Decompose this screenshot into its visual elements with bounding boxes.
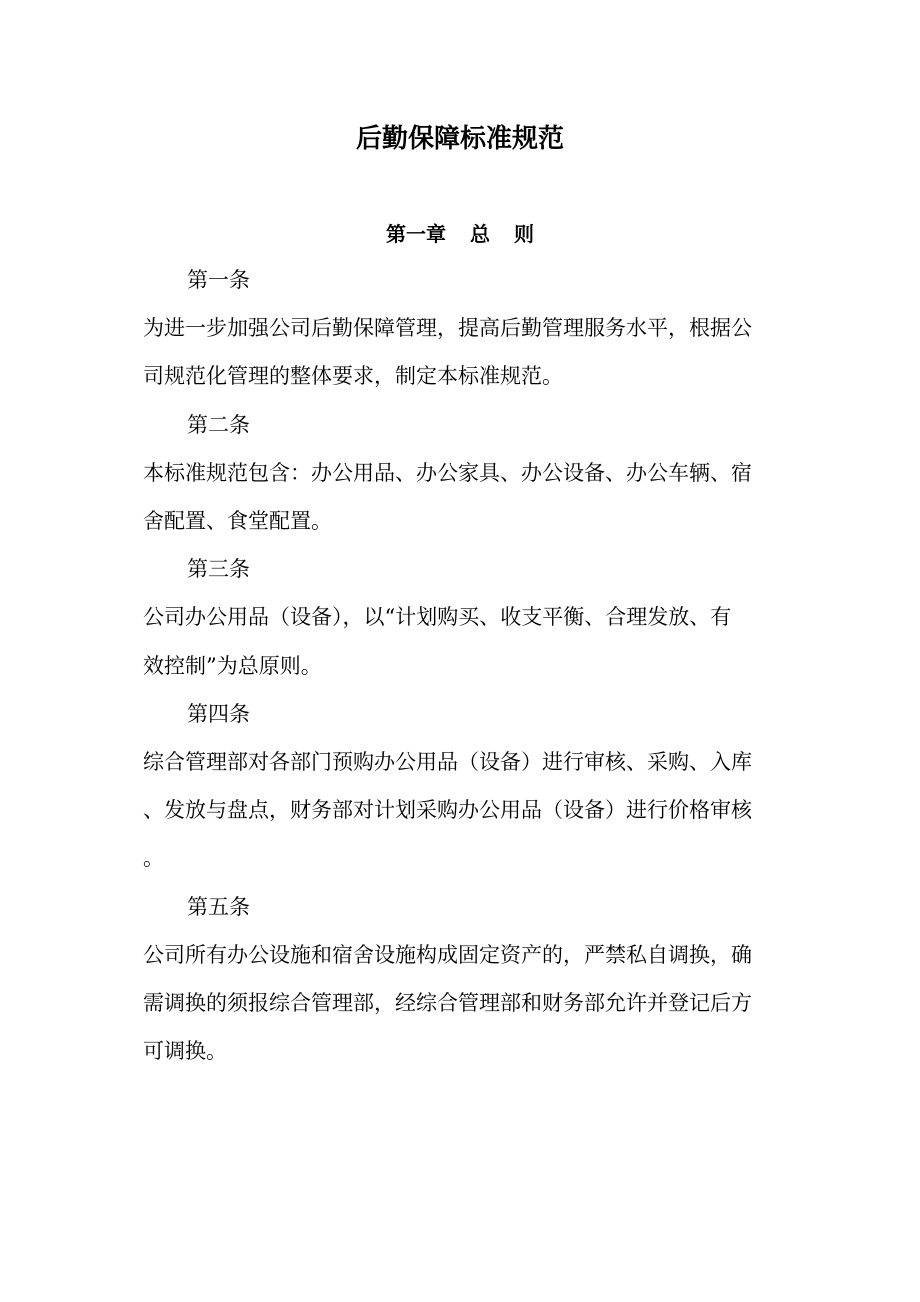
paragraph-line: 、发放与盘点，财务部对计划采购办公用品（设备）进行价格审核 (143, 798, 752, 823)
chapter-heading (0, 218, 920, 247)
article-heading: 第五条 (187, 894, 250, 919)
paragraph-line: 司规范化管理的整体要求，制定本标准规范。 (143, 364, 563, 389)
document-body (143, 256, 783, 1075)
paragraph-line: 需调换的须报综合管理部，经综合管理部和财务部允许并登记后方 (143, 991, 752, 1016)
article-heading: 第一条 (187, 268, 250, 292)
paragraph-line: 舍配置、食堂配置。 (143, 509, 332, 534)
article-2 (143, 401, 783, 546)
paragraph-line: 公司办公用品（设备），以“计划购买、收支平衡、合理发放、有 (143, 605, 732, 630)
chapter-word: 则 (514, 222, 534, 246)
article-3 (143, 545, 783, 690)
article-heading: 第四条 (187, 701, 250, 726)
paragraph-line: 公司所有办公设施和宿舍设施构成固定资产的，严禁私自调换，确 (143, 942, 752, 967)
chapter-word: 总 (470, 222, 490, 246)
paragraph-line: 效控制”为总原则。 (143, 653, 322, 678)
article-1 (143, 256, 783, 401)
paragraph-line: 综合管理部对各部门预购办公用品（设备）进行审核、采购、入库 (143, 750, 752, 775)
article-heading: 第二条 (187, 412, 250, 437)
paragraph-line: 本标准规范包含：办公用品、办公家具、办公设备、办公车辆、宿 (143, 460, 752, 485)
article-heading: 第三条 (187, 557, 250, 582)
article-5 (143, 883, 783, 1076)
paragraph-line: 可调换。 (143, 1039, 227, 1064)
paragraph-line: 。 (143, 846, 164, 871)
paragraph-line: 为进一步加强公司后勤保障管理，提高后勤管理服务水平，根据公 (143, 316, 752, 341)
chapter-number: 第一章 (386, 222, 446, 246)
document-title: 后勤保障标准规范 (355, 124, 564, 154)
article-4 (143, 690, 783, 883)
